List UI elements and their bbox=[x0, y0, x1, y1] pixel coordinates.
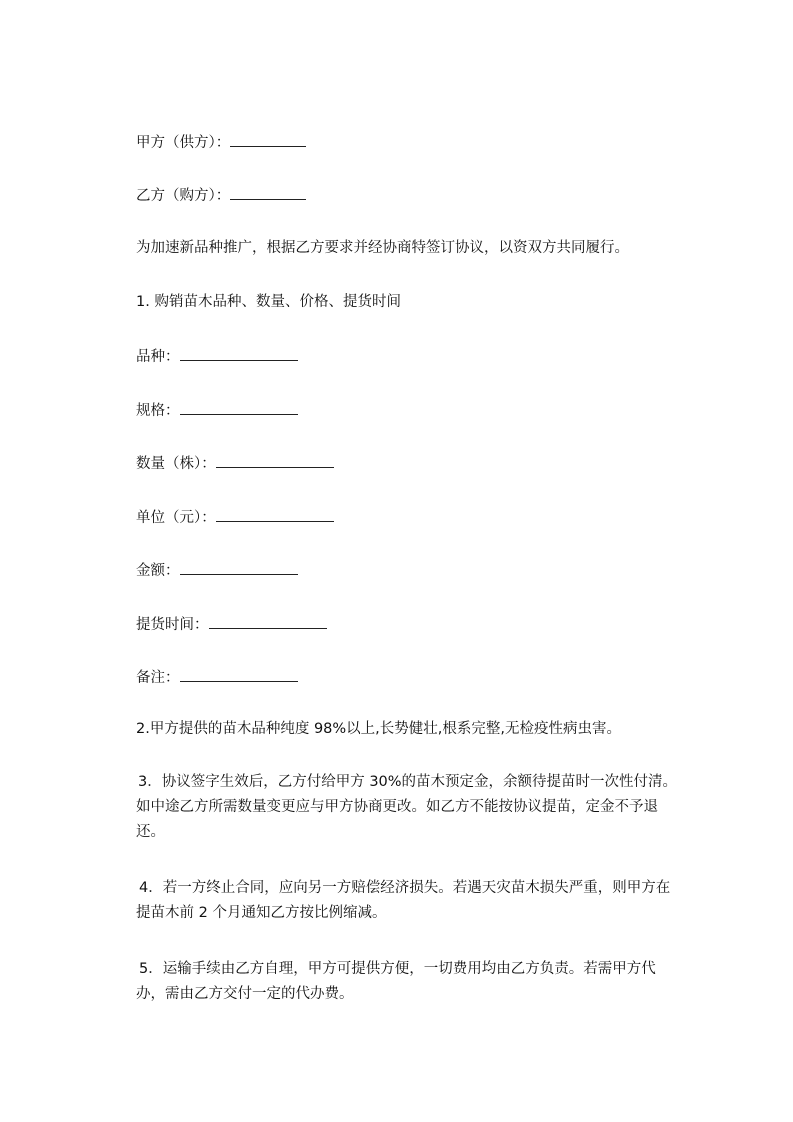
field-quantity-blank[interactable] bbox=[216, 453, 334, 468]
clause-2: 2.甲方提供的苗木品种纯度 98%以上,长势健壮,根系完整,无检疫性病虫害。 bbox=[136, 721, 621, 737]
field-unit-price-blank[interactable] bbox=[216, 507, 334, 522]
field-spec-label: 规格： bbox=[136, 403, 180, 419]
field-quantity bbox=[136, 453, 334, 474]
field-unit-price-label: 单位（元）： bbox=[136, 510, 216, 526]
field-quantity-label: 数量（株）： bbox=[136, 456, 216, 472]
field-amount-blank[interactable] bbox=[180, 560, 298, 575]
field-remarks bbox=[136, 667, 298, 688]
section-1-heading: 1. 购销苗木品种、数量、价格、提货时间 bbox=[136, 294, 401, 310]
intro-paragraph: 为加速新品种推广，根据乙方要求并经协商特签订协议，以资双方共同履行。 bbox=[136, 240, 629, 256]
party-b-blank[interactable] bbox=[230, 185, 306, 200]
field-spec bbox=[136, 400, 298, 421]
party-a-blank[interactable] bbox=[230, 132, 306, 147]
field-spec-blank[interactable] bbox=[180, 400, 298, 415]
field-pickup-time bbox=[136, 614, 327, 635]
field-amount-label: 金额： bbox=[136, 563, 180, 579]
field-pickup-time-label: 提货时间： bbox=[136, 617, 209, 633]
field-pickup-time-blank[interactable] bbox=[209, 614, 327, 629]
field-variety-label: 品种： bbox=[136, 349, 180, 365]
field-amount bbox=[136, 560, 298, 581]
party-a-line bbox=[136, 132, 306, 153]
field-variety-blank[interactable] bbox=[180, 346, 298, 361]
party-b-line bbox=[136, 185, 306, 206]
clause-3: 3．协议签字生效后，乙方付给甲方 30%的苗木预定金，余额待提苗时一次性付清。如中途乙方所需数量变更应与甲方协商更改。如乙方不能按协议提苗，定金不予退还。 bbox=[136, 774, 678, 840]
party-a-label: 甲方（供方）： bbox=[136, 135, 231, 151]
clause-5: 5．运输手续由乙方自理，甲方可提供方便，一切费用均由乙方负责。若需甲方代办，需由乙方交付一定的代办费。 bbox=[136, 961, 656, 1002]
field-remarks-label: 备注： bbox=[136, 670, 180, 686]
party-b-label: 乙方（购方）： bbox=[136, 188, 231, 204]
field-variety bbox=[136, 346, 298, 367]
clause-4: 4．若一方终止合同，应向另一方赔偿经济损失。若遇天灾苗木损失严重，则甲方在提苗木前 2 个月通知乙方按比例缩减。 bbox=[136, 880, 671, 921]
field-remarks-blank[interactable] bbox=[180, 667, 298, 682]
field-unit-price bbox=[136, 507, 334, 528]
